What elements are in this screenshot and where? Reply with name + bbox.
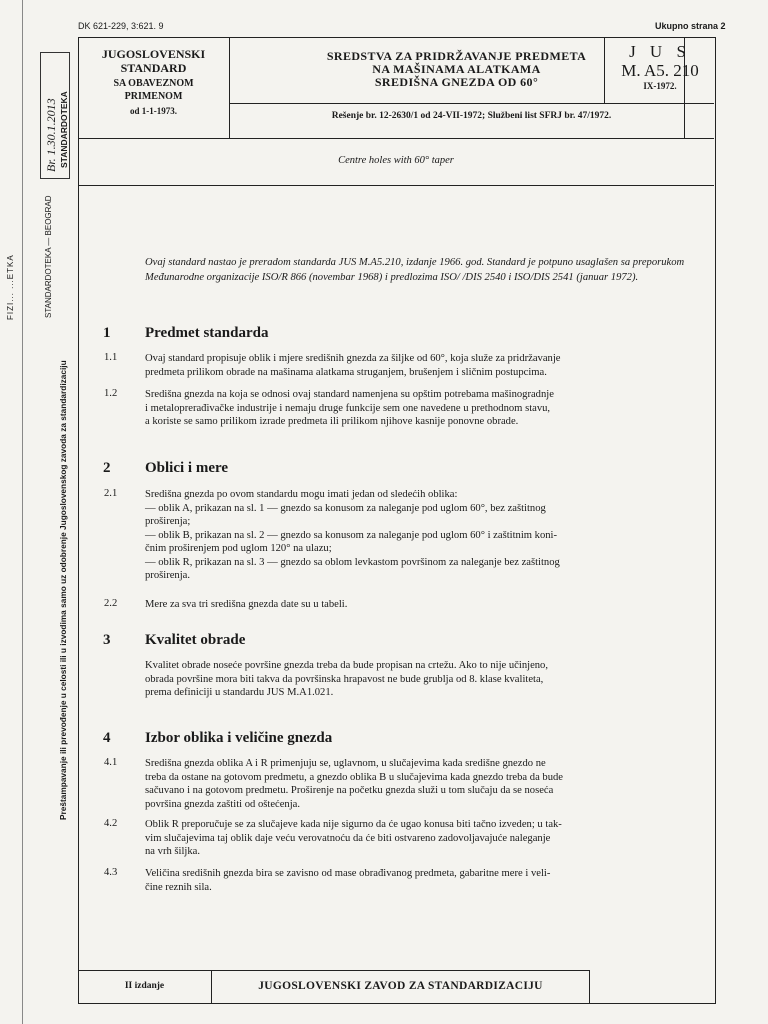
para-2-1-line: proširenja. [145, 570, 191, 581]
para-4-3-line: Veličina središnih gnezda bira se zavisno od mase obrađivanog predmeta, gabaritne mere i veli- [145, 868, 551, 879]
jus-label: J U S [629, 42, 691, 61]
para-2-2-number: 2.2 [104, 598, 118, 609]
para-1-2-line: i metaloprerađivačke industrije i nemaju druge funkcije sem one navedene u prethodnom stavu, [145, 402, 551, 414]
para-4-1-line: sačuvano i na gotovom predmetu. Proširenje na početku gnezda služi u tom slučaju da se noseća [145, 785, 554, 796]
para-3-line: obrada površine mora biti takva da površinska hrapavost ne bude grublja od 8. klase kvaliteta, [145, 673, 544, 685]
para-1-1-line: predmeta prilikom obrade na mašinama alatkama struganjem, brušenjem i sličnim postupcima. [145, 366, 547, 378]
para-4-1-line: Središna gnezda oblika A i R primenjuju se, uglavnom, u slučajevima kada središne gnezdo ne [145, 758, 546, 769]
reproduction-notice: Preštampavanje ili prevođenje u celosti ili u izvodima samo uz odobrenje Jugoslovenskog zavoda za standardizaciju [58, 360, 68, 820]
inner-margin-label: STANDARDOTEKA — BEOGRAD [44, 195, 53, 318]
title-line-3: SREDIŠNA GNEZDA OD 60° [374, 75, 539, 89]
margin-line [22, 0, 23, 1024]
para-2-1-line: — oblik R, prikazan na sl. 3 — gnezdo sa oblom levkastom površinom za naleganje bez zaštitnog [145, 556, 560, 568]
para-4-2-line: vim slučajevima taj oblik daje veću verovatnoću da će biti ostvareno zadovoljavajuće naleganje [145, 832, 551, 844]
left-line-2: STANDARD [120, 61, 187, 75]
standardoteka-stamp: STANDARDOTEKA [59, 91, 69, 168]
section-2-number: 2 [103, 460, 111, 476]
para-4-1 [145, 757, 707, 811]
standard-type-block [78, 37, 230, 138]
section-1-title: Predmet standarda [145, 325, 269, 341]
left-line-1: JUGOSLOVENSKI [101, 47, 206, 61]
left-edge-label: FIZI... ...ETKA [6, 254, 15, 320]
para-4-3-line: čine reznih sila. [145, 881, 212, 893]
para-4-3 [145, 867, 707, 894]
para-2-1-number: 2.1 [104, 488, 118, 499]
jus-date: IX-1972. [643, 81, 677, 91]
para-4-2-line: na vrh šiljka. [145, 846, 201, 857]
jus-box [604, 37, 715, 103]
section-1-number: 1 [103, 325, 111, 341]
left-line-4: PRIMENOM [124, 91, 183, 102]
intro-paragraph: Ovaj standard nastao je preradom standarda JUS M.A5.210, izdanje 1966. god. Standard je potpuno usaglašen sa preporukom Međunarodne organizacije ISO/R 866 (novembar 1968) i predlozima ISO/ /DIS 2540 i ISO/DIS 2541 (januar 1972). [145, 257, 685, 283]
section-3-number: 3 [103, 632, 111, 648]
para-1-1 [145, 352, 707, 379]
para-4-1-line: treba da ostane na gotovom predmetu, a gnezdo oblika B u slučajevima kada gnezdo treba da bude [145, 771, 564, 783]
para-3-line: prema definiciji u standardu JUS M.A1.021. [145, 687, 334, 698]
para-2-1-line: — oblik A, prikazan na sl. 1 — gnezdo sa konusom za naleganje pod uglom 60°, bez zaštitnog [145, 502, 546, 514]
para-2-1 [145, 488, 707, 583]
para-3 [145, 659, 707, 700]
para-4-1-number: 4.1 [104, 757, 118, 768]
para-2-2 [145, 598, 707, 612]
para-1-2-line: Središna gnezda na koja se odnosi ovaj standard namenjena su opštim potrebama mašinogradnje [145, 389, 554, 400]
para-2-1-line: čnim proširenjem pod uglom 120° na ulazu; [145, 543, 332, 554]
english-title: Centre holes with 60° taper [78, 138, 714, 186]
title-line-1: SREDSTVA ZA PRIDRŽAVANJE PREDMETA [326, 49, 587, 63]
para-1-2-number: 1.2 [104, 388, 118, 399]
section-2-title: Oblici i mere [145, 460, 229, 476]
para-4-2-number: 4.2 [104, 818, 118, 829]
title-line-2: NA MAŠINAMA ALATKAMA [372, 62, 541, 76]
section-4-number: 4 [103, 730, 111, 746]
dk-code: DK 621-229, 3:621. 9 [78, 21, 164, 31]
stamp-handwriting: Br. 1.30.1.2013 [44, 98, 58, 172]
effective-date: od 1-1-1973. [130, 106, 177, 116]
para-2-1-line: proširenja; [145, 516, 191, 527]
para-1-2 [145, 388, 707, 429]
institute-name: JUGOSLOVENSKI ZAVOD ZA STANDARDIZACIJU [211, 970, 590, 1003]
para-1-1-number: 1.1 [104, 352, 118, 363]
para-1-2-line: a koriste se samo prilikom izrade predmeta ili prilikom njihove kasnije ponovne obrade. [145, 416, 519, 427]
left-line-3: SA OBAVEZNOM [113, 78, 194, 89]
para-3-line: Kvalitet obrade noseće površine gnezda treba da bude propisan na crtežu. Ako to nije učinjeno, [145, 660, 549, 671]
section-4-title: Izbor oblika i veličine gnezda [145, 730, 333, 746]
total-pages: Ukupno strana 2 [655, 21, 726, 31]
para-2-1-line: Središna gnezda po ovom standardu mogu imati jedan od sledećih oblika: [145, 489, 458, 500]
edition-label: II izdanje [78, 970, 212, 1003]
para-4-2 [145, 818, 707, 859]
para-4-1-line: površina gnezda zaštiti od oštećenja. [145, 798, 301, 810]
para-2-2-line: Mere za sva tri središna gnezda date su u tabeli. [145, 599, 348, 610]
para-2-1-line: — oblik B, prikazan na sl. 2 — gnezdo sa konusom za naleganje pod uglom 60° i zaštitnim koni- [145, 529, 558, 541]
decision-divider [229, 103, 714, 104]
para-1-1-line: Ovaj standard propisuje oblik i mjere središnih gnezda za šiljke od 60°, koja služe za pridržavanje [145, 353, 561, 364]
jus-code: M. A5. 210 [621, 61, 699, 80]
para-4-2-line: Oblik R preporučuje se za slučajeve kada nije sigurno da će ugao konusa biti tačno izveden; u tak- [145, 819, 562, 830]
decision-line: Rešenje br. 12-2630/1 od 24-VII-1972; Službeni list SFRJ br. 47/1972. [229, 103, 714, 130]
section-3-title: Kvalitet obrade [145, 632, 246, 648]
para-4-3-number: 4.3 [104, 867, 118, 878]
